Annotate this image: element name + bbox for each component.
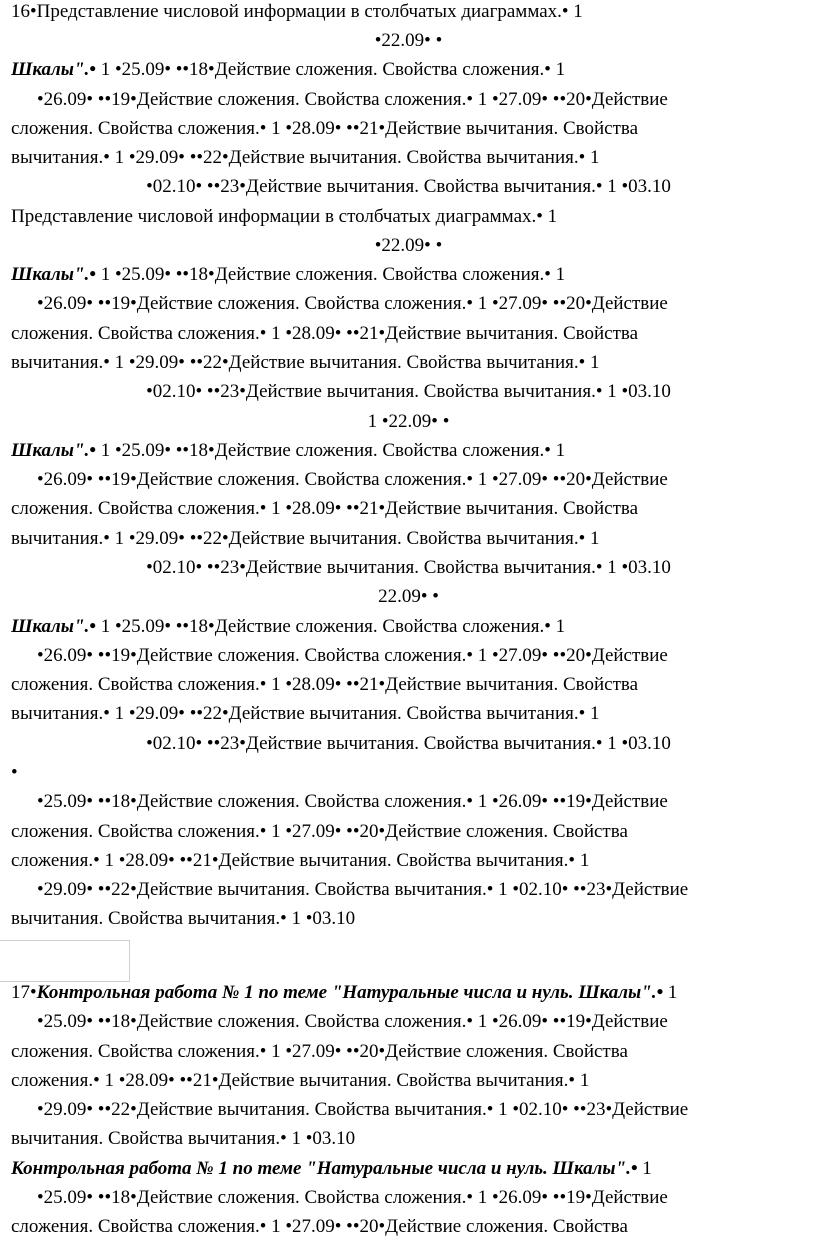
text-line xyxy=(11,907,806,931)
line-text: •26.09• ••19•Действие сложения. Свойства сложения.• 1 •27.09• ••20•Действие xyxy=(37,89,668,110)
text-line xyxy=(11,1215,806,1239)
line-text: сложения.• 1 •28.09• ••21•Действие вычитания. Свойства вычитания.• 1 xyxy=(11,1070,590,1091)
line-text: •02.10• ••23•Действие вычитания. Свойства вычитания.• 1 •03.10 xyxy=(146,733,671,754)
text-line xyxy=(11,1157,806,1181)
text-line xyxy=(37,292,806,316)
text-line xyxy=(37,88,806,112)
text-line xyxy=(11,585,806,609)
line-text: сложения. Свойства сложения.• 1 •27.09• ••20•Действие сложения. Свойства xyxy=(11,1041,628,1062)
line-prefix: 17• xyxy=(11,982,37,1003)
text-line xyxy=(11,497,806,521)
text-line xyxy=(11,146,806,170)
text-line xyxy=(37,468,806,492)
line-text: •02.10• ••23•Действие вычитания. Свойства вычитания.• 1 •03.10 xyxy=(146,381,671,402)
text-line xyxy=(37,1186,806,1210)
text-line xyxy=(37,1010,806,1034)
line-text: 1 xyxy=(637,1158,652,1179)
text-line xyxy=(11,117,806,141)
text-line xyxy=(37,1098,806,1122)
line-text: 1 •25.09• ••18•Действие сложения. Свойства сложения.• 1 xyxy=(95,59,566,80)
bold-italic-heading: Контрольная работа № 1 по теме "Натуральные числа и нуль. Шкалы".• xyxy=(11,1158,638,1179)
text-line xyxy=(11,556,806,580)
line-text: 1 •22.09• • xyxy=(367,411,450,432)
line-text: сложения. Свойства сложения.• 1 •28.09• ••21•Действие вычитания. Свойства xyxy=(11,323,639,344)
text-line xyxy=(37,790,806,814)
line-text: 1 •25.09• ••18•Действие сложения. Свойства сложения.• 1 xyxy=(95,616,566,637)
line-text: •25.09• ••18•Действие сложения. Свойства сложения.• 1 •26.09• ••19•Действие xyxy=(37,791,668,812)
line-text: вычитания. Свойства вычитания.• 1 •03.10 xyxy=(11,1128,356,1149)
text-line xyxy=(11,351,806,375)
text-line xyxy=(11,439,806,463)
line-text: •25.09• ••18•Действие сложения. Свойства сложения.• 1 •26.09• ••19•Действие xyxy=(37,1187,668,1208)
line-text: •25.09• ••18•Действие сложения. Свойства сложения.• 1 •26.09• ••19•Действие xyxy=(37,1011,668,1032)
text-line xyxy=(11,981,806,1005)
line-text: вычитания. Свойства вычитания.• 1 •03.10 xyxy=(11,908,356,929)
line-text: сложения.• 1 •28.09• ••21•Действие вычитания. Свойства вычитания.• 1 xyxy=(11,850,590,871)
line-text: сложения. Свойства сложения.• 1 •28.09• ••21•Действие вычитания. Свойства xyxy=(11,118,639,139)
line-text: •26.09• ••19•Действие сложения. Свойства сложения.• 1 •27.09• ••20•Действие xyxy=(37,293,668,314)
text-line xyxy=(11,761,806,785)
line-text: 16•Представление числовой информации в столбчатых диаграммах.• 1 xyxy=(11,1,583,22)
text-line xyxy=(11,322,806,346)
line-text: •29.09• ••22•Действие вычитания. Свойства вычитания.• 1 •02.10• ••23•Действие xyxy=(37,879,689,900)
line-text: •02.10• ••23•Действие вычитания. Свойства вычитания.• 1 •03.10 xyxy=(146,176,671,197)
text-line xyxy=(11,205,806,229)
line-text: •02.10• ••23•Действие вычитания. Свойства вычитания.• 1 •03.10 xyxy=(146,557,671,578)
text-line xyxy=(11,673,806,697)
bold-italic-heading: Контрольная работа № 1 по теме "Натуральные числа и нуль. Шкалы".• xyxy=(36,982,664,1003)
text-line xyxy=(11,732,806,756)
line-text: вычитания.• 1 •29.09• ••22•Действие вычитания. Свойства вычитания.• 1 xyxy=(11,703,600,724)
bold-italic-heading: Шкалы".• xyxy=(11,616,96,637)
line-text: 1 •25.09• ••18•Действие сложения. Свойства сложения.• 1 xyxy=(95,440,566,461)
line-text: •29.09• ••22•Действие вычитания. Свойства вычитания.• 1 •02.10• ••23•Действие xyxy=(37,1099,689,1120)
text-line xyxy=(11,58,806,82)
text-line xyxy=(37,878,806,902)
line-text: вычитания.• 1 •29.09• ••22•Действие вычитания. Свойства вычитания.• 1 xyxy=(11,352,600,373)
text-line xyxy=(11,849,806,873)
text-line xyxy=(11,263,806,287)
text-line xyxy=(11,1069,806,1093)
line-text: •22.09• • xyxy=(374,30,443,51)
text-line xyxy=(11,0,806,24)
text-line xyxy=(11,234,806,258)
line-text: •22.09• • xyxy=(374,235,443,256)
text-line xyxy=(11,702,806,726)
text-line xyxy=(11,1127,806,1151)
bold-italic-heading: Шкалы".• xyxy=(11,59,96,80)
line-text: 1 •25.09• ••18•Действие сложения. Свойства сложения.• 1 xyxy=(95,264,566,285)
text-line xyxy=(11,175,806,199)
line-text: вычитания.• 1 •29.09• ••22•Действие вычитания. Свойства вычитания.• 1 xyxy=(11,147,600,168)
line-text: вычитания.• 1 •29.09• ••22•Действие вычитания. Свойства вычитания.• 1 xyxy=(11,528,600,549)
bold-italic-heading: Шкалы".• xyxy=(11,440,96,461)
line-text: сложения. Свойства сложения.• 1 •28.09• ••21•Действие вычитания. Свойства xyxy=(11,498,639,519)
text-line xyxy=(11,410,806,434)
text-line xyxy=(11,1040,806,1064)
text-line xyxy=(11,527,806,551)
line-text: сложения. Свойства сложения.• 1 •27.09• ••20•Действие сложения. Свойства xyxy=(11,1216,628,1237)
empty-frame xyxy=(0,940,130,982)
text-line xyxy=(11,615,806,639)
text-line xyxy=(11,820,806,844)
line-text: • xyxy=(11,762,18,783)
text-line xyxy=(37,644,806,668)
line-text: 22.09• • xyxy=(378,586,439,607)
line-text: 1 xyxy=(663,982,678,1003)
bold-italic-heading: Шкалы".• xyxy=(11,264,96,285)
line-text: •26.09• ••19•Действие сложения. Свойства сложения.• 1 •27.09• ••20•Действие xyxy=(37,645,668,666)
line-text: сложения. Свойства сложения.• 1 •27.09• ••20•Действие сложения. Свойства xyxy=(11,821,628,842)
text-line xyxy=(11,380,806,404)
text-line xyxy=(11,29,806,53)
line-text: •26.09• ••19•Действие сложения. Свойства сложения.• 1 •27.09• ••20•Действие xyxy=(37,469,668,490)
line-text: сложения. Свойства сложения.• 1 •28.09• ••21•Действие вычитания. Свойства xyxy=(11,674,639,695)
line-text: Представление числовой информации в столбчатых диаграммах.• 1 xyxy=(11,206,558,227)
